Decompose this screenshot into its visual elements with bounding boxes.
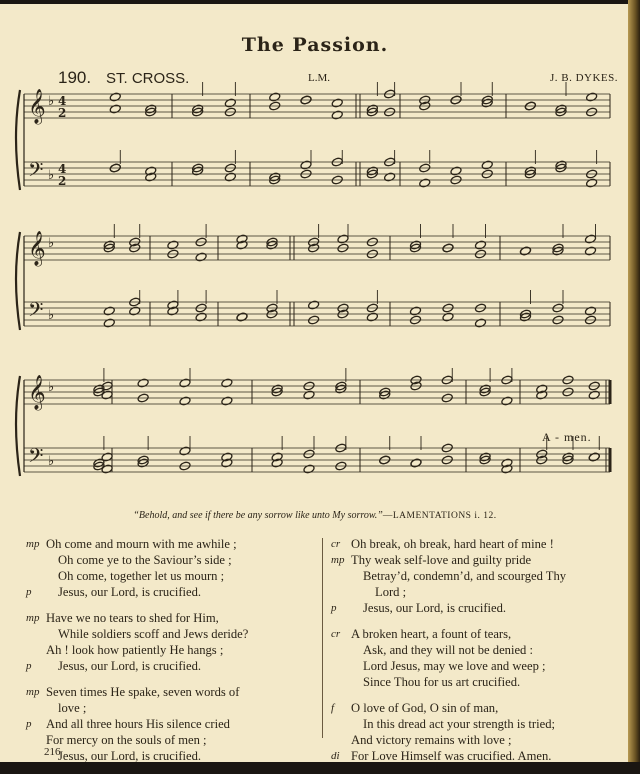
note-head — [137, 378, 149, 388]
verse-line — [331, 600, 616, 616]
dynamic-marking: cr — [331, 628, 341, 640]
scripture-text: “Behold, and see if there be any sorrow like unto My sorrow.” — [133, 510, 383, 521]
system-brace — [16, 232, 20, 330]
composer: J. B. DYKES. — [549, 72, 618, 84]
dynamic-marking: mp — [26, 538, 40, 550]
note-head — [224, 172, 236, 182]
verse-line — [331, 536, 616, 552]
time-signature-icon: 2 — [58, 106, 67, 120]
tune-name: ST. CROSS. — [106, 70, 190, 87]
verse-line — [331, 700, 616, 716]
scripture-quote — [0, 510, 630, 521]
verse-text: Oh come ye to the Saviour’s side ; — [58, 553, 232, 567]
verse-line — [26, 536, 316, 552]
hymn-number: 190. — [58, 68, 92, 87]
verse-line — [331, 658, 616, 674]
note-head — [303, 390, 315, 400]
page-title: The Passion. — [241, 34, 389, 56]
note-head — [366, 312, 378, 322]
verse-line — [26, 584, 316, 600]
amen-lyric: A - men. — [542, 430, 592, 444]
dynamic-marking: p — [26, 660, 32, 672]
note-head — [109, 104, 121, 114]
verse-text: For mercy on the souls of men ; — [46, 733, 207, 747]
note-head — [384, 172, 396, 182]
hymnal-page — [0, 4, 630, 762]
verse-text: Seven times He spake, seven words of — [46, 685, 240, 699]
note-head — [103, 318, 115, 328]
verse-text: Jesus, our Lord, is crucified. — [58, 585, 202, 599]
verse-line — [331, 642, 616, 658]
verse-text: Betray’d, condemn’d, and scourged Thy — [363, 569, 567, 583]
verse-line — [26, 552, 316, 568]
dynamic-marking: mp — [26, 686, 40, 698]
verse-line — [26, 700, 316, 716]
treble-clef-icon: 𝄞 — [28, 89, 46, 124]
scripture-reference: —LAMENTATIONS i. 12. — [382, 511, 497, 521]
note-head — [419, 178, 431, 188]
stanza — [26, 684, 316, 764]
treble-clef-icon: 𝄞 — [28, 231, 46, 266]
verse-line — [26, 684, 316, 700]
note-head — [331, 110, 343, 120]
dynamic-marking: di — [331, 750, 340, 762]
verses-left-column — [26, 536, 316, 774]
verse-line — [331, 674, 616, 690]
time-signature-icon: 4 — [58, 162, 67, 176]
verse-text: Oh break, oh break, hard heart of mine ! — [351, 537, 554, 551]
verse-text: And all three hours His silence cried — [46, 717, 230, 731]
flat-icon: ♭ — [48, 380, 55, 395]
verse-line — [331, 552, 616, 568]
dynamic-marking: f — [331, 702, 335, 714]
verse-text: Oh come, together let us mourn ; — [58, 569, 225, 583]
verse-line — [26, 658, 316, 674]
stanza — [331, 626, 616, 690]
note-head — [101, 464, 113, 474]
dynamic-marking: mp — [331, 554, 345, 566]
flat-icon: ♭ — [48, 94, 55, 109]
note-head — [195, 312, 207, 322]
bass-clef-icon: 𝄢 — [28, 158, 44, 186]
verse-text: Ah ! look how patiently He hangs ; — [46, 643, 224, 657]
note-head — [224, 98, 236, 108]
verse-text: Lord Jesus, may we love and weep ; — [363, 659, 546, 673]
note-head — [481, 160, 493, 170]
verse-line — [26, 610, 316, 626]
note-head — [179, 396, 191, 406]
note-head — [584, 306, 596, 316]
stanza — [26, 536, 316, 600]
verse-text: Since Thou for us art crucified. — [363, 675, 521, 689]
verse-line — [331, 584, 616, 600]
verse-line — [26, 568, 316, 584]
verse-text: Ask, and they will not be denied : — [363, 643, 533, 657]
verse-line — [26, 642, 316, 658]
dynamic-marking: p — [26, 586, 32, 598]
verse-text: A broken heart, a fount of tears, — [351, 627, 512, 641]
verse-text: And victory remains with love ; — [351, 733, 512, 747]
dynamic-marking: p — [331, 602, 337, 614]
meter: L.M. — [308, 72, 330, 84]
music-notation — [0, 4, 630, 504]
dynamic-marking: cr — [331, 538, 341, 550]
verse-text: While soldiers scoff and Jews deride? — [58, 627, 249, 641]
note-head — [586, 178, 598, 188]
note-head — [442, 312, 454, 322]
verse-text: Thy weak self-love and guilty pride — [351, 553, 532, 567]
time-signature-icon: 4 — [58, 94, 67, 108]
flat-icon: ♭ — [48, 168, 55, 183]
verse-line — [331, 568, 616, 584]
time-signature-icon: 2 — [58, 174, 67, 188]
treble-clef-icon: 𝄞 — [28, 375, 46, 410]
note-head — [236, 312, 248, 322]
note-head — [101, 390, 113, 400]
note-head — [109, 92, 121, 102]
note-head — [300, 160, 312, 170]
flat-icon: ♭ — [48, 454, 55, 469]
verses-right-column — [331, 536, 616, 774]
dynamic-marking: p — [26, 718, 32, 730]
note-head — [337, 234, 349, 244]
verse-text: Jesus, our Lord, is crucified. — [363, 601, 507, 615]
note-head — [101, 452, 113, 462]
note-head — [474, 240, 486, 250]
note-head — [129, 306, 141, 316]
note-head — [588, 390, 600, 400]
note-head — [331, 98, 343, 108]
note-head — [450, 166, 462, 176]
page-number: 216 — [44, 746, 61, 758]
verse-line — [331, 716, 616, 732]
verse-line — [26, 626, 316, 642]
verse-text: O love of God, O sin of man, — [351, 701, 499, 715]
flat-icon: ♭ — [48, 236, 55, 251]
note-head — [269, 92, 281, 102]
system-brace — [16, 376, 20, 476]
note-head — [167, 240, 179, 250]
verse-text: love ; — [58, 701, 87, 715]
verse-text: In this dread act your strength is tried; — [363, 717, 556, 731]
verse-line — [331, 626, 616, 642]
bass-clef-icon: 𝄢 — [28, 298, 44, 326]
note-head — [584, 246, 596, 256]
verse-line — [26, 732, 316, 748]
stanza — [331, 536, 616, 616]
verse-line — [26, 716, 316, 732]
note-head — [474, 318, 486, 328]
system-brace — [16, 90, 20, 190]
verse-text: Have we no tears to shed for Him, — [46, 611, 219, 625]
verse-text: Jesus, our Lord, is crucified. — [58, 659, 202, 673]
note-head — [584, 234, 596, 244]
dynamic-marking: mp — [26, 612, 40, 624]
note-head — [103, 306, 115, 316]
note-head — [221, 378, 233, 388]
stanza — [26, 610, 316, 674]
note-head — [588, 452, 600, 462]
flat-icon: ♭ — [48, 308, 55, 323]
note-head — [308, 300, 320, 310]
verse-text: Oh come and mourn with me awhile ; — [46, 537, 237, 551]
stanza — [331, 700, 616, 764]
note-head — [501, 396, 513, 406]
verse-text: Lord ; — [375, 585, 407, 599]
column-divider — [322, 538, 323, 738]
verse-text: Jesus, our Lord, is crucified. — [58, 749, 202, 763]
note-head — [195, 252, 207, 262]
note-head — [519, 246, 531, 256]
page-edge — [628, 0, 640, 762]
note-head — [409, 306, 421, 316]
note-head — [179, 378, 191, 388]
bass-clef-icon: 𝄢 — [28, 444, 44, 472]
verse-line — [331, 732, 616, 748]
verse-text: For Love Himself was crucified. Amen. — [351, 749, 552, 763]
note-head — [586, 92, 598, 102]
note-head — [410, 458, 422, 468]
note-head — [179, 446, 191, 456]
note-head — [221, 396, 233, 406]
note-head — [303, 464, 315, 474]
